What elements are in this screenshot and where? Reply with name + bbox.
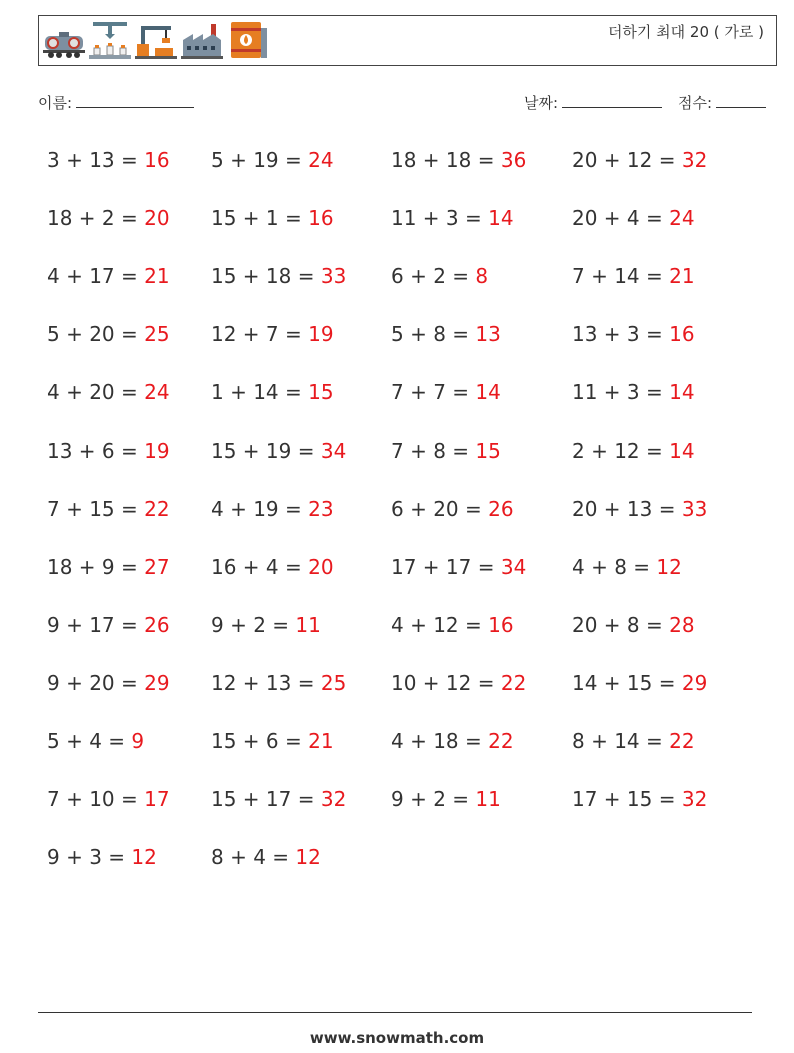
problem-question: 15 + 17 = bbox=[211, 787, 321, 812]
problem bbox=[211, 729, 334, 753]
problem-question: 2 + 12 = bbox=[572, 438, 670, 463]
problem bbox=[391, 613, 514, 637]
problem-question: 8 + 14 = bbox=[572, 729, 670, 753]
problem bbox=[47, 613, 170, 637]
problem-answer: 20 bbox=[144, 206, 170, 231]
problem-question: 15 + 1 = bbox=[211, 206, 309, 231]
problem-question: 20 + 12 = bbox=[572, 148, 682, 172]
problem bbox=[211, 206, 334, 230]
problem bbox=[211, 322, 334, 346]
problem-answer: 14 bbox=[488, 206, 514, 231]
problem-question: 4 + 19 = bbox=[211, 496, 309, 521]
problem-question: 5 + 20 = bbox=[47, 322, 145, 347]
problem-answer: 8 bbox=[475, 264, 489, 289]
problem-answer: 32 bbox=[681, 787, 708, 812]
problem bbox=[391, 555, 526, 579]
tanker-train-icon bbox=[43, 20, 85, 60]
problem-answer: 21 bbox=[669, 264, 695, 289]
problem bbox=[391, 148, 526, 172]
problem bbox=[211, 555, 334, 579]
problem-question: 18 + 2 = bbox=[47, 206, 145, 231]
problem-answer: 24 bbox=[144, 380, 170, 405]
problem-answer: 36 bbox=[500, 148, 527, 172]
problem bbox=[391, 264, 488, 288]
problem-question: 13 + 3 = bbox=[572, 322, 670, 347]
problem bbox=[572, 787, 707, 811]
problem-answer: 19 bbox=[144, 438, 170, 463]
problem bbox=[211, 845, 321, 869]
problem-answer: 22 bbox=[500, 670, 527, 695]
problem bbox=[572, 555, 682, 579]
problem-question: 4 + 18 = bbox=[391, 729, 489, 753]
problem-answer: 16 bbox=[144, 148, 170, 172]
problem-question: 10 + 12 = bbox=[391, 670, 501, 695]
problem-answer: 34 bbox=[320, 438, 347, 463]
problem bbox=[572, 497, 707, 521]
problem bbox=[211, 148, 334, 172]
problem bbox=[572, 206, 695, 230]
problem bbox=[391, 322, 501, 346]
problem-answer: 23 bbox=[308, 496, 334, 521]
factory-icon bbox=[181, 20, 223, 60]
problem-question: 11 + 3 = bbox=[391, 206, 489, 231]
problem bbox=[47, 206, 170, 230]
problem-question: 15 + 6 = bbox=[211, 729, 309, 753]
problem-answer: 34 bbox=[500, 554, 527, 579]
problem-answer: 26 bbox=[488, 496, 514, 521]
name-blank bbox=[76, 93, 194, 108]
worksheet-title: 더하기 최대 20 ( 가로 ) bbox=[607, 23, 764, 41]
problem-answer: 16 bbox=[308, 206, 334, 231]
problem-question: 20 + 4 = bbox=[572, 206, 670, 231]
footer-url: www.snowmath.com bbox=[309, 1029, 485, 1047]
problem-question: 4 + 17 = bbox=[47, 264, 145, 289]
problem bbox=[572, 322, 695, 346]
problem-question: 9 + 2 = bbox=[211, 612, 296, 637]
problem-answer: 16 bbox=[669, 322, 695, 347]
problem bbox=[47, 380, 170, 404]
water-bottling-icon bbox=[89, 20, 131, 60]
problem-question: 11 + 3 = bbox=[572, 380, 670, 405]
problem-answer: 25 bbox=[320, 670, 347, 695]
problem-question: 15 + 18 = bbox=[211, 264, 321, 289]
problem bbox=[391, 439, 501, 463]
date-label: 날짜: bbox=[524, 94, 559, 112]
problem-answer: 33 bbox=[320, 264, 347, 289]
problem-question: 4 + 12 = bbox=[391, 612, 489, 637]
problem bbox=[47, 787, 170, 811]
problem-answer: 22 bbox=[669, 729, 695, 753]
problem-question: 7 + 8 = bbox=[391, 438, 476, 463]
problem-answer: 29 bbox=[681, 670, 708, 695]
problem-question: 5 + 19 = bbox=[211, 148, 309, 172]
problem-answer: 15 bbox=[475, 438, 501, 463]
problem-question: 7 + 10 = bbox=[47, 787, 145, 812]
problem bbox=[211, 787, 346, 811]
problem-question: 12 + 7 = bbox=[211, 322, 309, 347]
problem-question: 9 + 2 = bbox=[391, 787, 476, 812]
problem-question: 17 + 17 = bbox=[391, 554, 501, 579]
problem-answer: 28 bbox=[669, 612, 695, 637]
problem-answer: 22 bbox=[488, 729, 514, 753]
problem bbox=[391, 380, 501, 404]
problem-question: 4 + 8 = bbox=[572, 554, 657, 579]
problem bbox=[572, 380, 695, 404]
problem-question: 9 + 20 = bbox=[47, 670, 145, 695]
problem-answer: 24 bbox=[308, 148, 334, 172]
problem bbox=[47, 555, 170, 579]
problem bbox=[47, 264, 170, 288]
problem bbox=[47, 322, 170, 346]
problem bbox=[211, 613, 321, 637]
problem bbox=[391, 729, 514, 753]
worksheet-header bbox=[38, 15, 777, 66]
problem-question: 7 + 7 = bbox=[391, 380, 476, 405]
problem-question: 18 + 9 = bbox=[47, 554, 145, 579]
problem bbox=[391, 671, 526, 695]
problem-question: 3 + 13 = bbox=[47, 148, 145, 172]
problem-question: 14 + 15 = bbox=[572, 670, 682, 695]
date-field bbox=[524, 92, 662, 113]
problem-answer: 12 bbox=[131, 845, 157, 870]
problem-question: 7 + 14 = bbox=[572, 264, 670, 289]
score-blank bbox=[716, 93, 766, 108]
problem bbox=[47, 148, 170, 172]
problem-question: 5 + 8 = bbox=[391, 322, 476, 347]
header-icons bbox=[43, 20, 269, 60]
problem-answer: 16 bbox=[488, 612, 514, 637]
footer-divider bbox=[38, 1012, 752, 1013]
problem bbox=[391, 206, 514, 230]
crane-icon bbox=[135, 20, 177, 60]
problem-question: 4 + 20 = bbox=[47, 380, 145, 405]
problem bbox=[47, 439, 170, 463]
problem bbox=[47, 497, 170, 521]
problem-question: 18 + 18 = bbox=[391, 148, 501, 172]
problem bbox=[572, 613, 695, 637]
problem bbox=[47, 671, 170, 695]
problem-question: 5 + 4 = bbox=[47, 729, 132, 753]
problem-answer: 26 bbox=[144, 612, 170, 637]
problem bbox=[47, 845, 157, 869]
name-label: 이름: bbox=[38, 94, 73, 112]
name-field bbox=[38, 92, 194, 113]
problem-question: 6 + 2 = bbox=[391, 264, 476, 289]
problem-question: 1 + 14 = bbox=[211, 380, 309, 405]
problem-answer: 21 bbox=[144, 264, 170, 289]
problem-answer: 29 bbox=[144, 670, 170, 695]
problem bbox=[211, 497, 334, 521]
score-label: 점수: bbox=[678, 94, 713, 112]
problem bbox=[572, 264, 695, 288]
date-blank bbox=[562, 93, 662, 108]
problem-answer: 32 bbox=[320, 787, 347, 812]
problem-answer: 12 bbox=[295, 845, 321, 870]
problem-question: 17 + 15 = bbox=[572, 787, 682, 812]
problem-answer: 14 bbox=[475, 380, 501, 405]
problem-question: 20 + 13 = bbox=[572, 496, 682, 521]
problem bbox=[211, 671, 346, 695]
problem-answer: 13 bbox=[475, 322, 501, 347]
problem-answer: 12 bbox=[656, 554, 682, 579]
problem-answer: 14 bbox=[669, 380, 695, 405]
problem-question: 9 + 3 = bbox=[47, 845, 132, 870]
oil-barrel-icon bbox=[227, 20, 269, 60]
problem bbox=[211, 264, 346, 288]
problem-answer: 27 bbox=[144, 554, 170, 579]
problem-question: 8 + 4 = bbox=[211, 845, 296, 870]
problem bbox=[211, 380, 334, 404]
problem bbox=[572, 671, 707, 695]
problem-question: 6 + 20 = bbox=[391, 496, 489, 521]
problem-answer: 24 bbox=[669, 206, 695, 231]
problem-answer: 25 bbox=[144, 322, 170, 347]
problem-answer: 19 bbox=[308, 322, 334, 347]
problem-answer: 11 bbox=[475, 787, 501, 812]
problem-answer: 9 bbox=[131, 729, 145, 753]
problem bbox=[572, 729, 695, 753]
problem-answer: 32 bbox=[681, 148, 708, 172]
problem-answer: 17 bbox=[144, 787, 170, 812]
problem-question: 15 + 19 = bbox=[211, 438, 321, 463]
problem-answer: 14 bbox=[669, 438, 695, 463]
problem bbox=[572, 148, 707, 172]
problem bbox=[572, 439, 695, 463]
problem bbox=[211, 439, 346, 463]
score-field bbox=[678, 92, 766, 113]
problem-question: 16 + 4 = bbox=[211, 554, 309, 579]
problem-answer: 15 bbox=[308, 380, 334, 405]
problem-answer: 11 bbox=[295, 612, 321, 637]
problem bbox=[47, 729, 144, 753]
problem-question: 13 + 6 = bbox=[47, 438, 145, 463]
problem bbox=[391, 497, 514, 521]
problem bbox=[391, 787, 501, 811]
problem-question: 7 + 15 = bbox=[47, 496, 145, 521]
problem-answer: 21 bbox=[308, 729, 334, 753]
problem-answer: 20 bbox=[308, 554, 334, 579]
problem-question: 12 + 13 = bbox=[211, 670, 321, 695]
problem-question: 20 + 8 = bbox=[572, 612, 670, 637]
problem-question: 9 + 17 = bbox=[47, 612, 145, 637]
problem-answer: 33 bbox=[681, 496, 708, 521]
problem-answer: 22 bbox=[144, 496, 170, 521]
